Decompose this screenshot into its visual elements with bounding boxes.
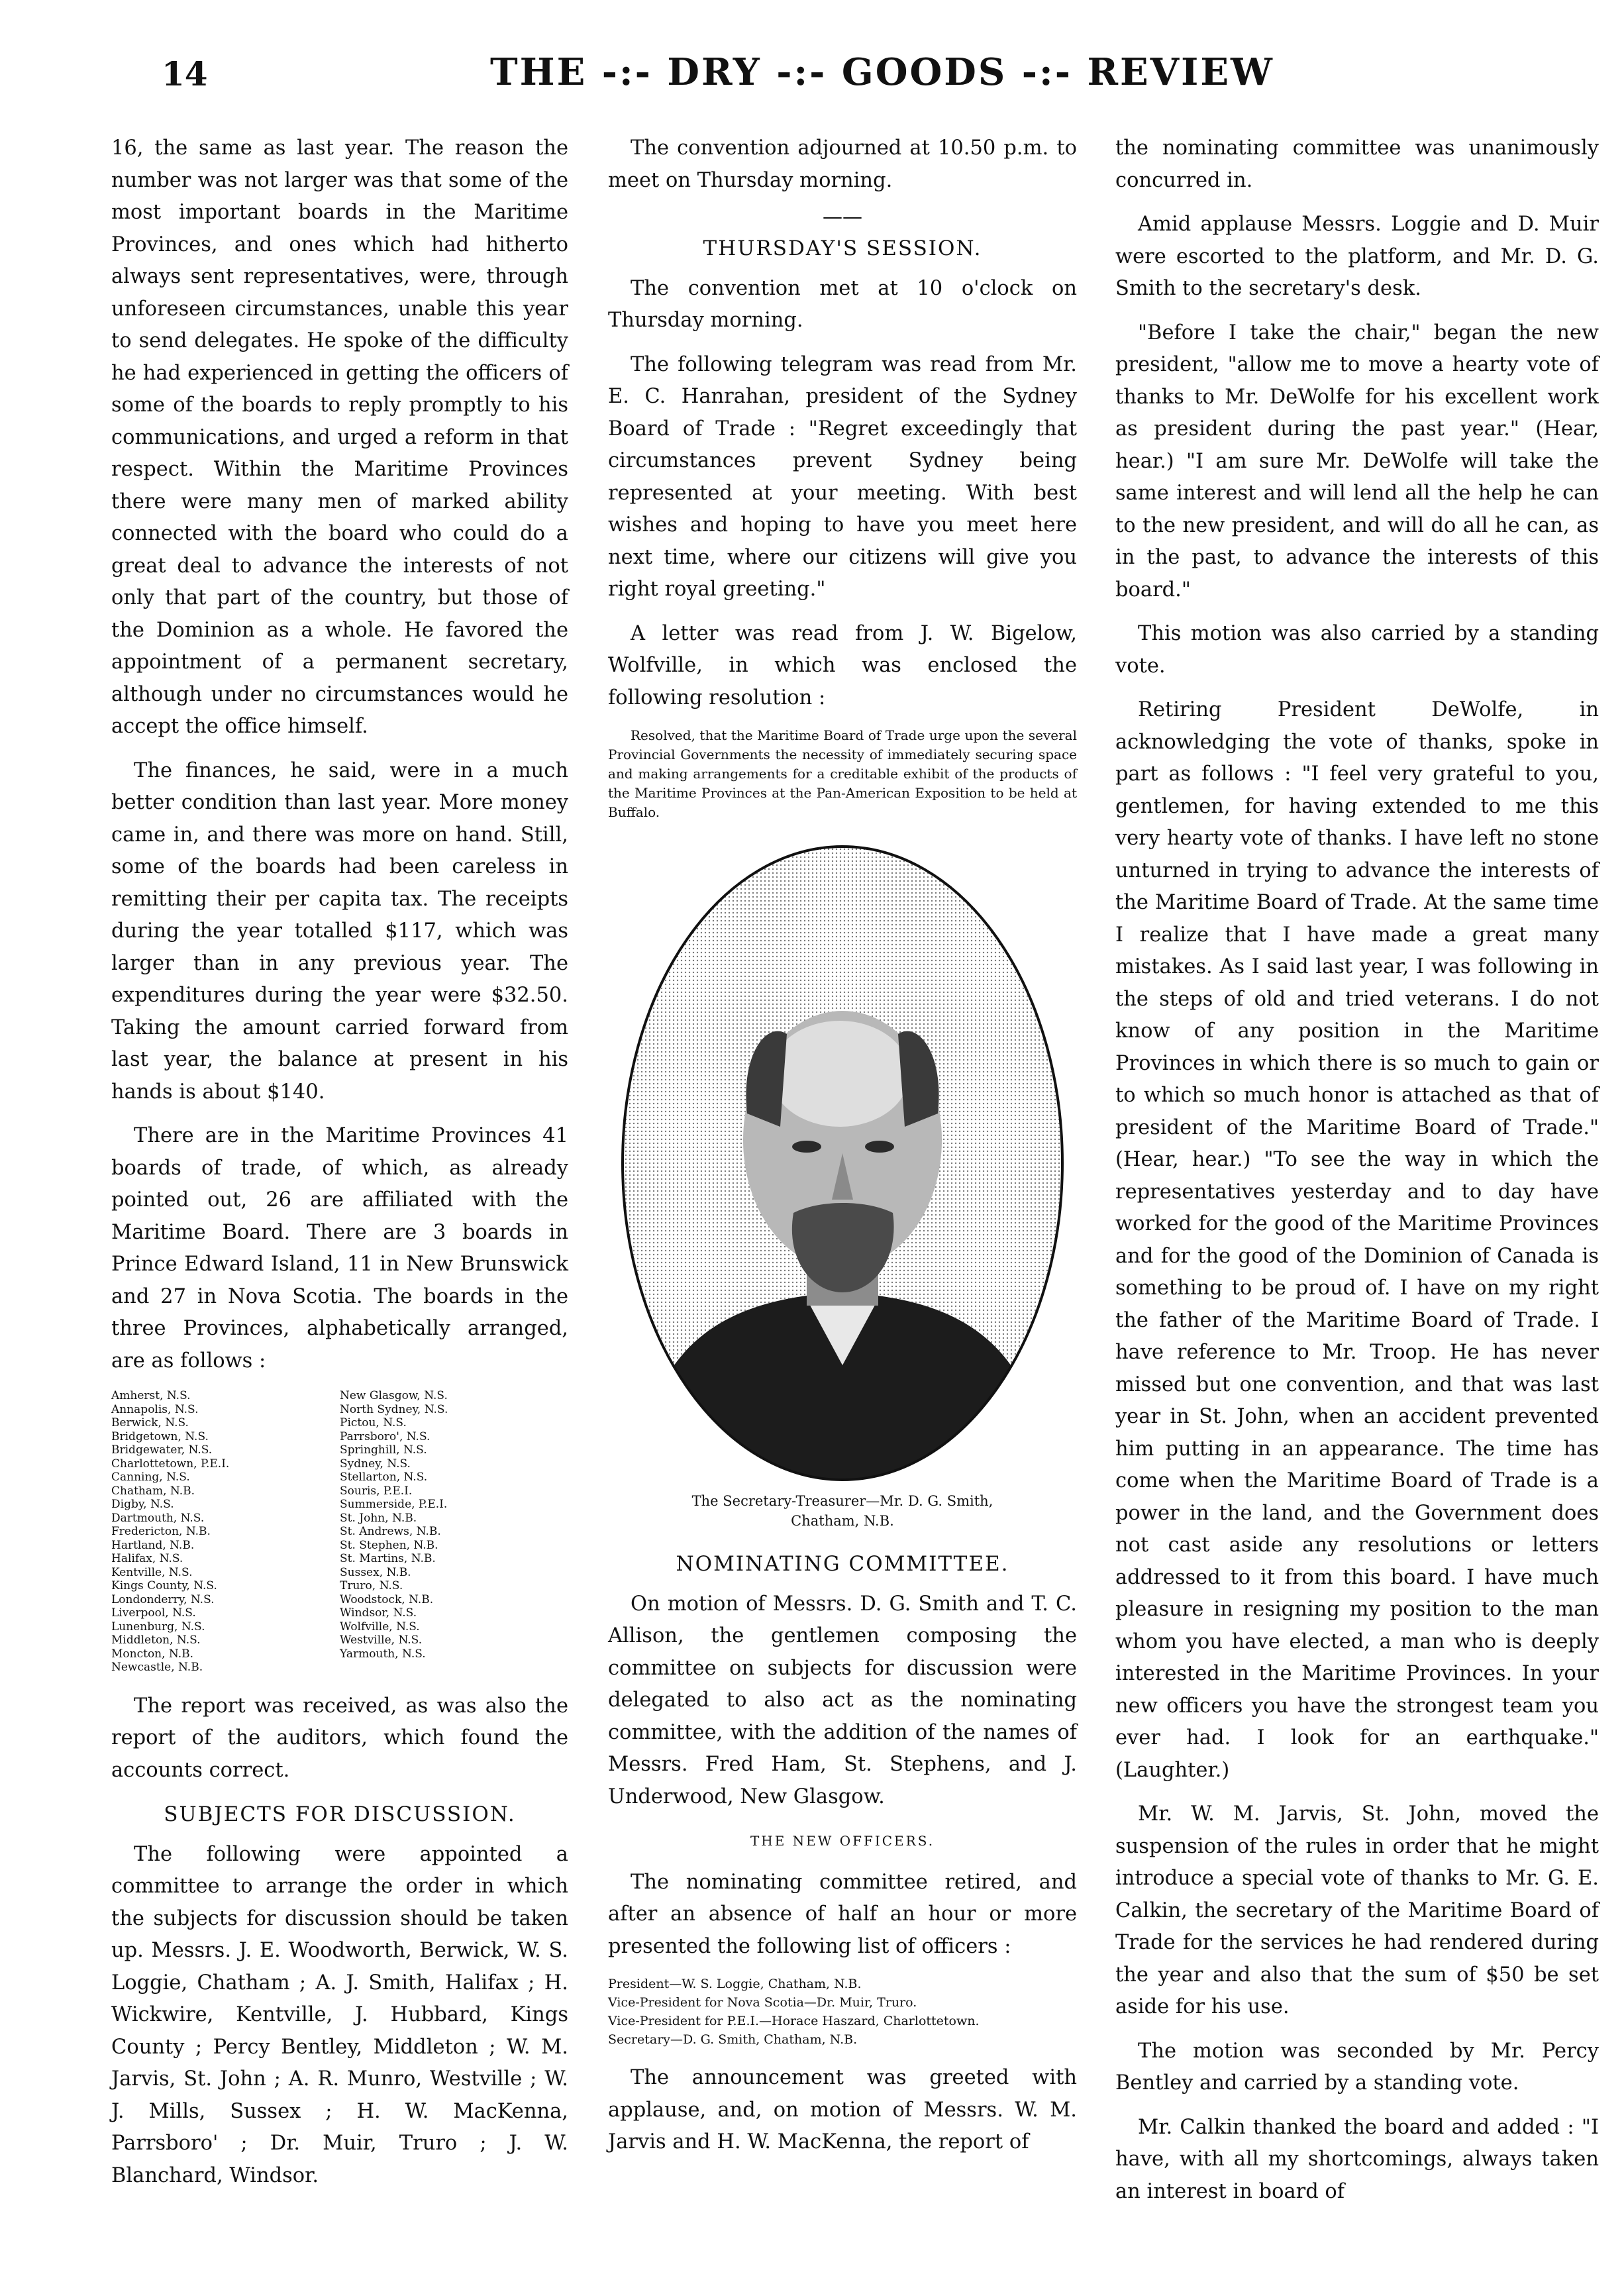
- list-item: St. Andrews, N.B.: [340, 1525, 441, 1538]
- paragraph: Retiring President DeWolfe, in acknowledging the vote of thanks, spoke in part as follows : "I feel very grateful to you, gentlemen, for having extended to me this very hearty vote of thanks. I have left no stone unturned in trying to advance the interests of the Maritime Board of Trade. At the same time I realize that I have made a great many mistakes. As I said last year, I was following in the steps of old and tried veterans. I do not know of any position in the Maritime Provinces in which there is so much to gain or to which so much honor is attached as that of president of the Maritime Board of Trade." (Hear, hear.) "To see the way in which the representatives yesterday and to day have worked for the good of the Maritime Provinces and for the good of the Dominion of Canada is something to be proud of. I have on my right the father of the Maritime Board of Trade. I have reference to Mr. Troop. He has never missed but one convention, and that was last year in St. John, when an accident prevented him putting in an appearance. The time has come when the Maritime Board of Trade is a power in the land, and the Government does not cast aside any resolutions or letters addressed to it from this board. I have much pleasure in resigning my position to the man whom you have elected, a man who is deeply interested in the Maritime Provinces. In your new officers you have the strongest team you ever had. I look for an earthquake." (Laughter.): [1115, 698, 1599, 1782]
- paragraph: On motion of Messrs. D. G. Smith and T. C. Allison, the gentlemen composing the committee on subjects for discussion were delegated to also act as the nominating committee, with the addition of the names of Messrs. Fred Ham, St. Stephens, and J. Underwood, New Glasgow.: [608, 1592, 1077, 1808]
- list-item: Westville, N.S.: [340, 1634, 423, 1647]
- boards-list-right: [340, 1389, 568, 1675]
- paragraph: Mr. W. M. Jarvis, St. John, moved the suspension of the rules in order that he might introduce a special vote of thanks to Mr. G. E. Calkin, the secretary of the Maritime Board of Trade for the services he had rendered during the year and also that the sum of $50 be set aside for his use.: [1115, 1802, 1599, 2018]
- list-item: President—W. S. Loggie, Chatham, N.B.: [608, 1977, 862, 1991]
- list-item: Springhill, N.S.: [340, 1443, 427, 1457]
- boards-list: [111, 1389, 568, 1675]
- list-item: Woodstock, N.B.: [340, 1592, 434, 1606]
- list-item: Canning, N.S.: [111, 1471, 190, 1484]
- list-item: Vice-President for Nova Scotia—Dr. Muir, Truro.: [608, 1995, 917, 2010]
- list-item: Newcastle, N.B.: [111, 1661, 203, 1674]
- list-item: Digby, N.S.: [111, 1498, 174, 1511]
- section-heading-thursday: THURSDAY'S SESSION.: [703, 236, 982, 260]
- list-item: Moncton, N.B.: [111, 1647, 194, 1661]
- list-item: Souris, P.E.I.: [340, 1484, 413, 1498]
- list-item: Dartmouth, N.S.: [111, 1511, 205, 1525]
- column-2: [608, 132, 1077, 2171]
- paragraph: This motion was also carried by a standing vote.: [1115, 622, 1599, 678]
- section-heading-nominating: NOMINATING COMMITTEE.: [676, 1552, 1009, 1576]
- list-item: New Glasgow, N.S.: [340, 1389, 448, 1402]
- list-item: Charlottetown, P.E.I.: [111, 1457, 230, 1471]
- resolution-text: Resolved, that the Maritime Board of Trade urge upon the several Provincial Governments the necessity of immediately securing space and making arrangements for a creditable exhibit of the products of the Maritime Provinces at the Pan-American Exposition to be held at Buffalo.: [608, 727, 1077, 820]
- paragraph: The nominating committee retired, and after an absence of half an hour or more presented the following list of officers :: [608, 1870, 1077, 1958]
- list-item: Sussex, N.B.: [340, 1565, 411, 1579]
- list-item: Middleton, N.S.: [111, 1634, 201, 1647]
- paragraph: 16, the same as last year. The reason the number was not larger was that some of the most important boards in the Maritime Provinces, and ones which had hitherto always sent representatives, were, through unforeseen circumstances, unable this year to send delegates. He spoke of the difficulty he had experienced in getting the officers of some of the boards to reply promptly to his communications, and urged a reform in that respect. Within the Maritime Provinces there were many men of marked ability connected with the board who could do a great deal to advance the interests of not only that part of the country, but those of the Dominion as a whole. He favored the appointment of a permanent secretary, although under no circumstances would he accept the office himself.: [111, 136, 568, 738]
- list-item: Liverpool, N.S.: [111, 1606, 196, 1620]
- list-item: Annapolis, N.S.: [111, 1402, 199, 1416]
- list-item: St. Martins, N.B.: [340, 1552, 436, 1565]
- list-item: Secretary—D. G. Smith, Chatham, N.B.: [608, 2032, 858, 2047]
- list-item: Stellarton, N.S.: [340, 1471, 428, 1484]
- list-item: Wolfville, N.S.: [340, 1620, 420, 1634]
- list-item: Windsor, N.S.: [340, 1606, 417, 1620]
- paragraph: The following telegram was read from Mr. E. C. Hanrahan, president of the Sydney Board of Trade : "Regret exceedingly that circumstances prevent Sydney being represented at your meeting. With best wishes and hoping to have you meet here next time, where our citizens will give you right royal greeting.": [608, 352, 1077, 601]
- list-item: Sydney, N.S.: [340, 1457, 411, 1471]
- caption-line: Chatham, N.B.: [791, 1513, 894, 1529]
- paragraph: The finances, he said, were in a much better condition than last year. More money came in, and there was more on hand. Still, some of the boards had been careless in remitting their per capita tax. The receipts during the year totalled $117, which was larger than in any previous year. The expenditures during the year were $32.50. Taking the amount carried forward from last year, the balance at present in his hands is about $140.: [111, 758, 568, 1104]
- list-item: Lunenburg, N.S.: [111, 1620, 205, 1634]
- officers-list: [608, 1975, 1077, 2049]
- list-item: Bridgewater, N.S.: [111, 1443, 213, 1457]
- paragraph: The convention adjourned at 10.50 p.m. to meet on Thursday morning.: [608, 136, 1077, 192]
- list-item: Pictou, N.S.: [340, 1416, 407, 1429]
- list-item: North Sydney, N.S.: [340, 1402, 448, 1416]
- section-divider: ——: [823, 205, 862, 229]
- list-item: Londonderry, N.S.: [111, 1592, 215, 1606]
- section-heading-subjects: SUBJECTS FOR DISCUSSION.: [164, 1802, 516, 1826]
- list-item: Amherst, N.S.: [111, 1389, 191, 1402]
- paragraph: Mr. Calkin thanked the board and added : "I have, with all my shortcomings, always taken an interest in board of: [1115, 2115, 1599, 2203]
- list-item: Truro, N.S.: [340, 1579, 403, 1592]
- list-item: St. John, N.B.: [340, 1511, 417, 1525]
- list-item: Vice-President for P.E.I.—Horace Haszard, Charlottetown.: [608, 2014, 980, 2028]
- list-item: Yarmouth, N.S.: [340, 1647, 426, 1661]
- paragraph: Amid applause Messrs. Loggie and D. Muir were escorted to the platform, and Mr. D. G. Smith to the secretary's desk.: [1115, 213, 1599, 300]
- paragraph: the nominating committee was unanimously concurred in.: [1115, 136, 1599, 192]
- column-3: [1115, 132, 1599, 2220]
- list-item: Fredericton, N.B.: [111, 1525, 211, 1538]
- list-item: Kings County, N.S.: [111, 1579, 217, 1592]
- paragraph: The convention met at 10 o'clock on Thursday morning.: [608, 276, 1077, 332]
- portrait-photo: [608, 835, 1077, 1491]
- paragraph: "Before I take the chair," began the new president, "allow me to move a hearty vote of thanks to Mr. DeWolfe for his excellent work as president during the past year." (Hear, hear.) "I am sure Mr. DeWolfe will take the same interest and will lend all the help he can to the new president, and will do all he can, as in the past, to advance the interests of this board.": [1115, 321, 1599, 601]
- boards-list-left: [111, 1389, 340, 1675]
- paragraph: The announcement was greeted with applause, and, on motion of Messrs. W. M. Jarvis and H. W. MacKenna, the report of: [608, 2066, 1077, 2153]
- photo-caption: [608, 1491, 1077, 1531]
- list-item: Bridgetown, N.S.: [111, 1429, 209, 1443]
- list-item: Chatham, N.B.: [111, 1484, 195, 1498]
- column-1: [111, 132, 568, 2204]
- caption-line: The Secretary-Treasurer—Mr. D. G. Smith,: [691, 1493, 993, 1509]
- list-item: St. Stephen, N.B.: [340, 1538, 438, 1552]
- list-item: Kentville, N.S.: [111, 1565, 193, 1579]
- page-header: [0, 50, 1624, 114]
- subheading-new-officers: THE NEW OFFICERS.: [750, 1833, 935, 1849]
- paragraph: There are in the Maritime Provinces 41 boards of trade, of which, as already pointed out, 26 are affiliated with the Maritime Board. There are 3 boards in Prince Edward Island, 11 in New Brunswick and 27 in Nova Scotia. The boards in the three Provinces, alphabetically arranged, are as follows :: [111, 1124, 568, 1373]
- list-item: Summerside, P.E.I.: [340, 1498, 448, 1511]
- list-item: Halifax, N.S.: [111, 1552, 183, 1565]
- paragraph: The motion was seconded by Mr. Percy Bentley and carried by a standing vote.: [1115, 2039, 1599, 2095]
- page-number: 14: [162, 54, 208, 93]
- paragraph: The following were appointed a committee to arrange the order in which the subjects for discussion should be taken up. Messrs. J. E. Woodworth, Berwick, W. S. Loggie, Chatham ; A. J. Smith, Halifax ; H. Wickwire, Kentville, J. Hubbard, Kings County ; Percy Bentley, Middleton ; W. M. Jarvis, St. John ; A. R. Munro, Westville ; W. J. Mills, Sussex ; H. W. MacKenna, Parrsboro' ; Dr. Muir, Truro ; J. W. Blanchard, Windsor.: [111, 1842, 568, 2187]
- publication-title: THE -:- DRY -:- GOODS -:- REVIEW: [490, 50, 1274, 94]
- list-item: Hartland, N.B.: [111, 1538, 195, 1552]
- portrait-image: [608, 835, 1077, 1491]
- list-item: Berwick, N.S.: [111, 1416, 189, 1429]
- list-item: Parrsboro', N.S.: [340, 1429, 431, 1443]
- paragraph: The report was received, as was also the report of the auditors, which found the accounts correct.: [111, 1694, 568, 1782]
- paragraph: A letter was read from J. W. Bigelow, Wolfville, in which was enclosed the following resolution :: [608, 621, 1077, 709]
